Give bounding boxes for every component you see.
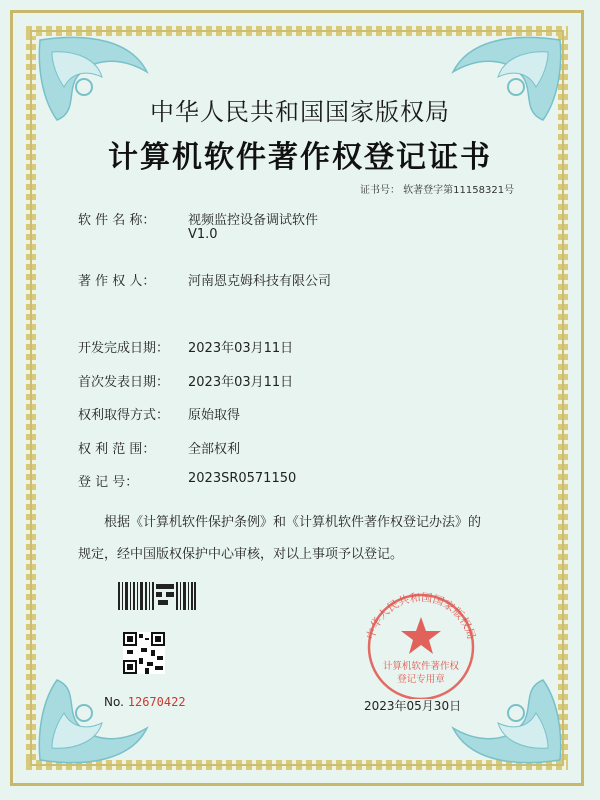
qr-code-icon <box>123 632 165 674</box>
field-value: 原始取得 <box>188 408 241 423</box>
field-value-version: V1.0 <box>188 227 218 242</box>
issue-date: 2023年05月30日 <box>364 699 462 713</box>
legal-statement-line-1: 根据《计算机软件保护条例》和《计算机软件著作权登记办法》的 <box>104 515 482 530</box>
legal-statement-line-2: 规定，经中国版权保护中心审核，对以上事项予以登记。 <box>78 547 404 562</box>
corner-ornament-icon <box>32 673 152 768</box>
certificate-title: 计算机软件著作权登记证书 <box>108 140 492 175</box>
field-label: 首次发表日期： <box>78 375 170 390</box>
field-value: 视频监控设备调试软件 <box>188 213 319 228</box>
official-seal <box>356 587 486 699</box>
field-value: 2023年03月11日 <box>188 375 294 390</box>
certificate-number: 证书号： 软著登字第11158321号 <box>360 185 515 196</box>
field-label: 软 件 名 称： <box>78 213 156 228</box>
serial-prefix: No. <box>104 695 124 709</box>
field-value: 河南恩克姆科技有限公司 <box>188 274 332 289</box>
seal-line-1: 计算机软件著作权 <box>382 661 460 672</box>
field-label: 权 利 范 围： <box>78 442 156 457</box>
field-value: 2023SR0571150 <box>188 471 297 486</box>
star-icon <box>401 617 441 654</box>
field-label: 登 记 号： <box>78 475 139 490</box>
field-label: 著 作 权 人： <box>78 274 156 289</box>
seal-line-2: 登记专用章 <box>397 674 445 685</box>
field-label: 权利取得方式： <box>78 408 170 423</box>
serial-digits: 12670422 <box>127 695 186 709</box>
serial-number <box>104 695 186 709</box>
seal-ring-text: 中华人民共和国国家版权局 <box>364 591 478 641</box>
barcode-icon <box>118 582 196 610</box>
field-value: 全部权利 <box>188 442 241 457</box>
field-value: 2023年03月11日 <box>188 341 294 356</box>
issuer-heading: 中华人民共和国国家版权局 <box>150 98 450 126</box>
field-label: 开发完成日期： <box>78 341 170 356</box>
